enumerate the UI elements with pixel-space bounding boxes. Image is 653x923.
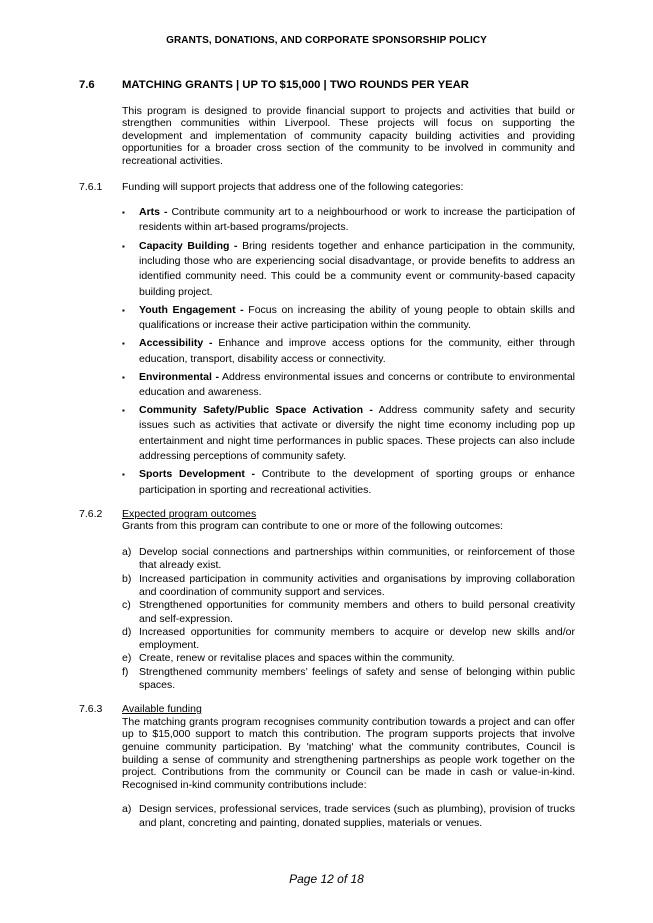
- category-name: Accessibility -: [139, 337, 213, 350]
- section-number: 7.6: [79, 79, 95, 91]
- list-marker: a): [122, 546, 132, 559]
- page-content: [79, 79, 575, 830]
- list-item: [122, 205, 575, 236]
- list-item: [122, 546, 575, 573]
- list-marker: a): [122, 803, 132, 816]
- category-text: Contribute to the development of sporting groups or enhance participation in sporting and recreational activities.: [139, 468, 575, 496]
- subsection-text: Grants from this program can contribute to one or more of the following outcomes:: [122, 520, 504, 533]
- category-text: Contribute community art to a neighbourhood or work to increase the participation of residents within art-based programs/projects.: [139, 206, 575, 234]
- bullet-icon: ▪: [122, 339, 125, 349]
- bullet-icon: ▪: [122, 241, 125, 251]
- outcome-text: Increased opportunities for community members to acquire or develop new skills and/or employment.: [139, 625, 575, 652]
- running-header: GRANTS, DONATIONS, AND CORPORATE SPONSORSHIP POLICY: [166, 35, 487, 46]
- list-item: [122, 336, 575, 367]
- subsection-7-6-2: [79, 508, 575, 533]
- list-item: [122, 626, 575, 653]
- list-item: [122, 666, 575, 693]
- category-list: [122, 205, 575, 498]
- subsection-number: 7.6.1: [79, 180, 103, 193]
- bullet-icon: ▪: [122, 406, 125, 416]
- bullet-icon: ▪: [122, 305, 125, 315]
- section-intro: This program is designed to provide financial support to projects and activities that build or strengthen communities within Liverpool. These projects will focus on supporting the development and implementation of community capacity building activities and providing opportunities for a broader cross section of the community to be involved in community and recreational activities.: [122, 104, 575, 167]
- category-name: Arts -: [139, 206, 168, 219]
- subsection-number: 7.6.3: [79, 703, 103, 716]
- subsection-7-6-3: [79, 703, 575, 791]
- category-text: Address environmental issues and concerns or contribute to environmental education and awareness.: [139, 370, 575, 398]
- subsection-heading: Available funding: [122, 703, 202, 716]
- list-item: [122, 303, 575, 334]
- bullet-icon: ▪: [122, 208, 125, 218]
- bullet-icon: ▪: [122, 470, 125, 480]
- outcome-text: Increased participation in community activities and organisations by improving collaboration and coordination of community support and services.: [139, 572, 575, 598]
- list-item: [122, 803, 575, 830]
- category-name: Capacity Building -: [139, 239, 238, 252]
- subsection-heading: Expected program outcomes: [122, 507, 257, 520]
- list-item: [122, 239, 575, 300]
- category-text: Enhance and improve access options for the community, either through education, transport, disability access or connectivity.: [139, 337, 575, 365]
- list-item: [122, 573, 575, 600]
- section-heading: [79, 79, 575, 92]
- contributions-list: [122, 803, 575, 830]
- outcome-text: Create, renew or revitalise places and spaces within the community.: [139, 652, 455, 665]
- list-item: [122, 599, 575, 626]
- list-marker: d): [122, 625, 132, 638]
- outcomes-list: [122, 546, 575, 692]
- contribution-text: Design services, professional services, trade services (such as plumbing), provision of trucks and plant, concreting and painting, donated supplies, materials or venues.: [139, 803, 575, 829]
- list-item: [122, 467, 575, 498]
- category-name: Environmental -: [139, 370, 219, 383]
- list-item: [122, 652, 575, 665]
- list-marker: f): [122, 665, 129, 678]
- category-name: Sports Development -: [139, 468, 256, 481]
- list-marker: e): [122, 652, 132, 665]
- subsection-text: Funding will support projects that address one of the following categories:: [122, 180, 464, 193]
- subsection-number: 7.6.2: [79, 507, 103, 520]
- category-text: Address community safety and security issues such as activities that activate or diversify the night time economy including pop up entertainment and night time performances in public spaces. These projects can also include addressing perceptions of community safety.: [139, 404, 575, 463]
- contributions-list-wrapper: [122, 803, 575, 830]
- category-name: Youth Engagement -: [139, 303, 244, 316]
- category-text: Bring residents together and enhance participation in the community, including those who are experiencing social disadvantage, or provide benefits to address an identified community need. This could be a community event or community-based capacity building project.: [139, 239, 575, 298]
- list-item: [122, 370, 575, 401]
- category-name: Community Safety/Public Space Activation -: [139, 404, 373, 417]
- bullet-icon: ▪: [122, 372, 125, 382]
- page-number-footer: Page 12 of 18: [289, 872, 364, 886]
- outcome-text: Develop social connections and partnerships within communities, or reinforcement of those that already exist.: [139, 546, 575, 572]
- category-text: Focus on increasing the ability of young people to obtain skills and qualifications or increase their active participation within the community.: [139, 303, 575, 332]
- outcome-text: Strengthened community members’ feelings of safety and sense of belonging within public spaces.: [139, 665, 575, 691]
- subsection-7-6-1: [79, 181, 575, 194]
- outcome-text: Strengthened opportunities for community members and others to build personal creativity and self-expression.: [139, 599, 575, 625]
- category-list-wrapper: [122, 205, 575, 498]
- list-marker: c): [122, 599, 131, 612]
- subsection-text: The matching grants program recognises community contribution towards a project and can offer up to $15,000 support to match this contribution. The program supports projects that involve genuine community participation. By 'matching' what the community contributes, Council is building a sense of community and strengthening partnerships as people work together on the project. Contributions from the community or Council can be made in cash or value-in-kind. Recognised in-kind community contributions include:: [122, 715, 575, 791]
- outcomes-list-wrapper: [122, 546, 575, 692]
- section-title: MATCHING GRANTS | UP TO $15,000 | TWO ROUNDS PER YEAR: [122, 79, 469, 91]
- list-item: [122, 403, 575, 464]
- list-marker: b): [122, 572, 132, 585]
